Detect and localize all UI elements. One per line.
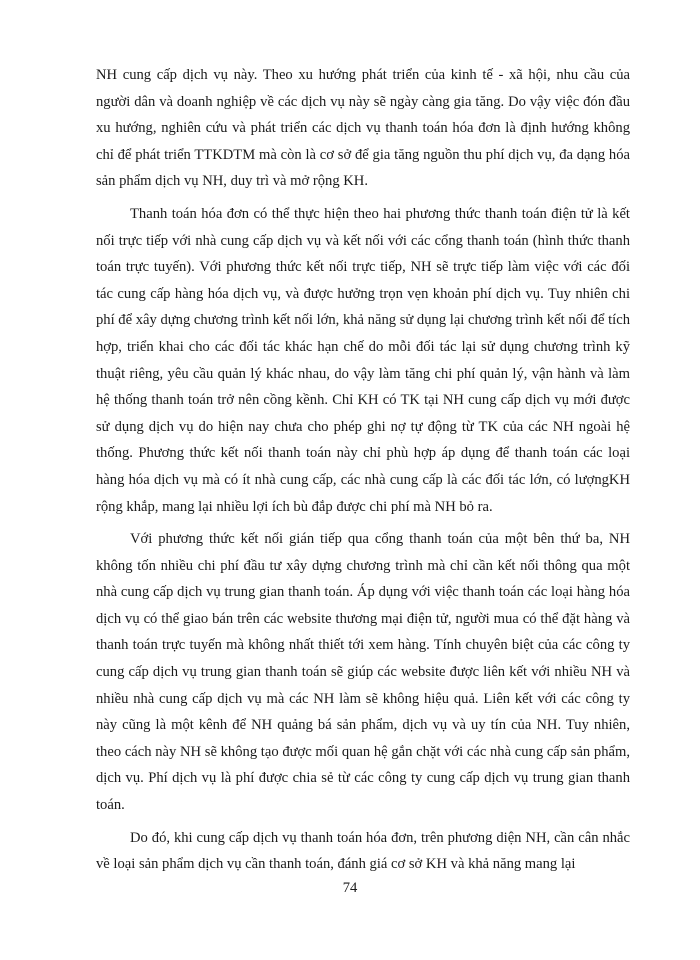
paragraph-indirect-connection: Với phương thức kết nối gián tiếp qua cổng thanh toán của một bên thứ ba, NH không tốn nhiều chi phí đầu tư xây dựng chương trình mà chỉ cần kết nối thông qua một nhà cung cấp dịch vụ trung gian thanh toán. Áp dụng với việc thanh toán các loại hàng hóa dịch vụ có thể giao bán trên các website thương mại điện tử, người mua có thể đặt hàng và thanh toán trực tuyến mà không nhất thiết tới xem hàng. Tính chuyên biệt của các công ty cung cấp dịch vụ trung gian thanh toán sẽ giúp các website được liên kết với nhiều NH và nhiều nhà cung cấp dịch vụ mà các NH làm sẽ không hiệu quả. Liên kết với các công ty này cũng là một kênh để NH quảng bá sản phẩm, dịch vụ và uy tín của NH. Tuy nhiên, theo cách này NH sẽ không tạo được mối quan hệ gắn chặt với các nhà cung cấp sản phẩm, dịch vụ. Phí dịch vụ là phí được chia sẻ từ các công ty cung cấp dịch vụ trung gian thanh toán. xyxy=(96,531,630,814)
paragraph-continuation: NH cung cấp dịch vụ này. Theo xu hướng phát triển của kinh tế - xã hội, nhu cầu của người dân và doanh nghiệp về các dịch vụ này sẽ ngày càng gia tăng. Do vậy việc đón đầu xu hướng, nghiên cứu và phát triển các dịch vụ thanh toán hóa đơn là định hướng không chỉ để phát triển TTKDTM mà còn là cơ sở để gia tăng nguồn thu phí dịch vụ, đa dạng hóa sản phẩm dịch vụ NH, duy trì và mở rộng KH. xyxy=(96,67,630,190)
body-text xyxy=(96,62,630,878)
page-number: 74 xyxy=(342,880,358,896)
paragraph-conclusion: Do đó, khi cung cấp dịch vụ thanh toán hóa đơn, trên phương diện NH, cần cân nhắc về loại sản phẩm dịch vụ cần thanh toán, đánh giá cơ sở KH và khả năng mang lại xyxy=(96,829,630,873)
paragraph-bill-payment-methods: Thanh toán hóa đơn có thể thực hiện theo hai phương thức thanh toán điện tử là kết nối trực tiếp với nhà cung cấp dịch vụ và kết nối với các cổng thanh toán (hình thức thanh toán trực tuyến). Với phương thức kết nối trực tiếp, NH sẽ trực tiếp làm việc với các đối tác cung cấp hàng hóa dịch vụ, và được hưởng trọn vẹn khoản phí dịch vụ. Tuy nhiên chi phí để xây dựng chương trình kết nối lớn, khả năng sử dụng lại chương trình kết nối để tích hợp, triển khai cho các đối tác khác hạn chế do mỗi đối tác lại sử dụng chương trình kỹ thuật riêng, yêu cầu quản lý khác nhau, do vậy làm tăng chi phí quản lý, vận hành và làm hệ thống thanh toán trở nên cồng kềnh. Chỉ KH có TK tại NH cung cấp dịch vụ mới được sử dụng dịch vụ do hiện nay chưa cho phép ghi nợ tự động từ TK của các NH ngoài hệ thống. Phương thức kết nối thanh toán này chỉ phù hợp áp dụng để thanh toán các loại hàng hóa dịch vụ mà có ít nhà cung cấp, các nhà cung cấp là các đối tác lớn, có lượngKH rộng khắp, mang lại nhiều lợi ích bù đắp được chi phí mà NH bỏ ra. xyxy=(96,205,630,515)
